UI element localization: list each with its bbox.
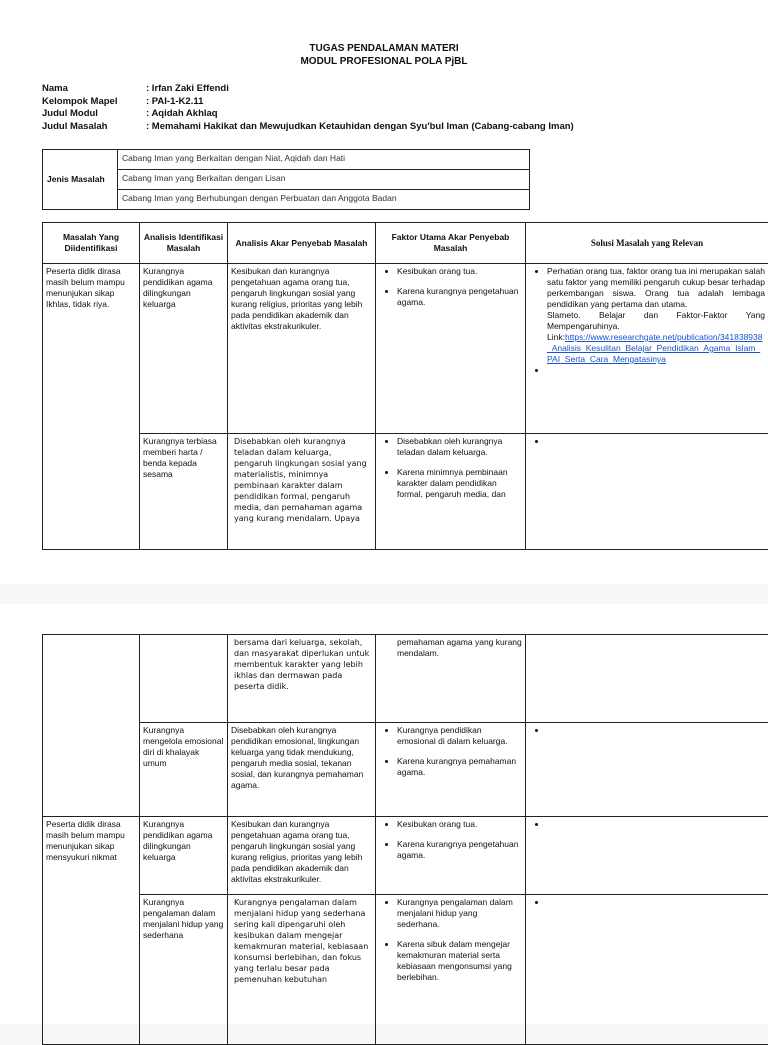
- doc-subtitle: MODUL PROFESIONAL POLA PjBL: [0, 55, 768, 68]
- faktor-cell: [376, 723, 526, 817]
- table-row: [43, 264, 768, 434]
- akar-cell: bersama dari keluarga, sekolah, dan masyarakat diperlukan untuk membentuk karakter yang lebih ikhlas dan dermawan pada peserta didik.: [228, 635, 376, 723]
- akar-cell: Disebabkan oleh kurangnya pendidikan emosional, lingkungan keluarga yang tidak mendukung, pengaruh media sosial, tekanan sosial, dan kurangnya pemahaman agama.: [228, 723, 376, 817]
- solusi-cell: [526, 817, 768, 895]
- analysis-table: [42, 222, 768, 550]
- meta-row-masalah: [42, 121, 574, 134]
- solusi-link[interactable]: https://www.researchgate.net/publication/341838938_Analisis_Kesulitan_Belajar_Pendidikan_Agama_Islam_PAI_Serta_Cara_Mengatasinya: [547, 332, 763, 364]
- masalah-cell-empty: [43, 635, 140, 817]
- empty-bullet: [547, 365, 765, 373]
- meta-row-kelompok: [42, 96, 574, 109]
- faktor-bullet: • Karena kurangnya pengetahuan agama.: [397, 286, 522, 308]
- meta-value: : Memahami Hakikat dan Mewujudkan Ketauhidan dengan Syu'bul Iman (Cabang-cabang Iman): [146, 121, 574, 134]
- meta-label: Judul Masalah: [42, 121, 146, 134]
- analisis-cell: Kurangnya pendidikan agama dilingkungan keluarga: [140, 817, 228, 895]
- akar-cell: Kesibukan dan kurangnya pengetahuan agama orang tua, pengaruh lingkungan sosial yang kurang religius, prioritas yang lebih pada pendidikan akademik dan aktivitas ekstrakurikuler.: [228, 264, 376, 434]
- meta-label: Judul Modul: [42, 108, 146, 121]
- empty-bullet: [547, 436, 765, 444]
- faktor-bullet: • Karena kurangnya pengetahuan agama.: [397, 839, 522, 861]
- faktor-bullet: • Kesibukan orang tua.: [397, 819, 522, 830]
- faktor-cell: [376, 817, 526, 895]
- jenis-masalah-table: [42, 149, 530, 210]
- akar-cell: Kesibukan dan kurangnya pengetahuan agama orang tua, pengaruh lingkungan sosial yang kurang religius, prioritas yang lebih pada pendidikan akademik dan aktivitas ekstrakurikuler.: [228, 817, 376, 895]
- analisis-cell: Kurangnya pendidikan agama dilingkungan keluarga: [140, 264, 228, 434]
- analisis-cell-empty: [140, 635, 228, 723]
- table-row: [43, 723, 768, 817]
- jenis-item: Cabang Iman yang Berkaitan dengan Niat, Aqidah dan Hati: [118, 150, 530, 170]
- header-masalah: Masalah Yang Diidentifikasi: [43, 223, 140, 264]
- faktor-cell: pemahaman agama yang kurang mendalam.: [376, 635, 526, 723]
- table-row: [43, 434, 768, 550]
- faktor-bullet: • Karena minimnya pembinaan karakter dalam pendidikan formal, pengaruh media, dan: [397, 467, 522, 500]
- header-akar: Analisis Akar Penyebab Masalah: [228, 223, 376, 264]
- empty-bullet: [547, 725, 765, 733]
- akar-cell: Disebabkan oleh kurangnya teladan dalam keluarga, pengaruh lingkungan sosial yang materialistis, minimnya pembinaan karakter dalam pendidikan formal, pengaruh media, dan pemahaman agama yang kurang mendalam. Upaya: [228, 434, 376, 550]
- meta-value: : PAI-1-K2.11: [146, 96, 203, 109]
- doc-title: TUGAS PENDALAMAN MATERI: [0, 42, 768, 55]
- faktor-bullet: • Kurangnya pengalaman dalam menjalani hidup yang sederhana.: [397, 897, 522, 930]
- akar-cell: Kurangnya pengalaman dalam menjalani hidup yang sederhana sering kali dipengaruhi oleh kesibukan dalam mengejar kemakmuran material, kebiasaan konsumsi berlebihan, dan fokus yang terlalu besar pada pemenuhan kebutuhan: [228, 895, 376, 1045]
- analisis-cell: Kurangnya pengalaman dalam menjalani hidup yang sederhana: [140, 895, 228, 1045]
- empty-bullet: [547, 897, 765, 905]
- meta-label: Nama: [42, 83, 146, 96]
- meta-value: : Irfan Zaki Effendi: [146, 83, 229, 96]
- analisis-cell: Kurangnya mengelola emosional diri di khalayak umum: [140, 723, 228, 817]
- masalah-cell: Peserta didik dirasa masih belum mampu menunjukan sikap Ikhlas, tidak riya.: [43, 264, 140, 550]
- solusi-bullet: [547, 266, 765, 365]
- faktor-cell: [376, 434, 526, 550]
- jenis-item: Cabang Iman yang Berkaitan dengan Lisan: [118, 170, 530, 190]
- faktor-bullet: • Karena kurangnya pemahaman agama.: [397, 756, 522, 778]
- meta-value: : Aqidah Akhlaq: [146, 108, 218, 121]
- faktor-bullet: • Kurangnya pendidikan emosional di dalam keluarga.: [397, 725, 522, 747]
- solusi-cell-empty: [526, 635, 768, 723]
- table-row: [43, 895, 768, 1045]
- solusi-cell: [526, 264, 768, 434]
- faktor-cell: [376, 264, 526, 434]
- faktor-bullet: • Karena sibuk dalam mengejar kemakmuran material serta kebiasaan mengonsumsi yang berlebihan.: [397, 939, 522, 983]
- solusi-ref: Slameto. Belajar dan Faktor-Faktor Yang Mempengaruhinya.: [547, 310, 765, 332]
- page-2: [0, 604, 768, 1024]
- table-row: [43, 817, 768, 895]
- solusi-cell: [526, 723, 768, 817]
- masalah-cell: Peserta didik dirasa masih belum mampu menunjukan sikap mensyukuri nikmat: [43, 817, 140, 1045]
- solusi-cell: [526, 895, 768, 1045]
- analysis-table-continued: [42, 634, 768, 1045]
- analisis-cell: Kurangnya terbiasa memberi harta / benda kepada sesama: [140, 434, 228, 550]
- faktor-bullet: • Kesibukan orang tua.: [397, 266, 522, 277]
- jenis-masalah-label: Jenis Masalah: [43, 150, 118, 210]
- meta-block: [42, 83, 574, 133]
- meta-row-modul: [42, 108, 574, 121]
- jenis-item: Cabang Iman yang Berhubungan dengan Perbuatan dan Anggota Badan: [118, 190, 530, 210]
- empty-bullet: [547, 819, 765, 827]
- meta-row-nama: [42, 83, 574, 96]
- solusi-text: • Perhatian orang tua, faktor orang tua ini merupakan salah satu faktor yang memiliki pengaruh cukup besar terhadap perkembangan siswa. Orang tua adalah lembaga pendidikan yang pertama dan utama.: [547, 266, 765, 310]
- faktor-bullet: • Disebabkan oleh kurangnya teladan dalam keluarga.: [397, 436, 522, 458]
- meta-label: Kelompok Mapel: [42, 96, 146, 109]
- header-analisis: Analisis Identifikasi Masalah: [140, 223, 228, 264]
- solusi-cell: [526, 434, 768, 550]
- table-row: [43, 635, 768, 723]
- solusi-link-line: [547, 332, 765, 365]
- faktor-cell: [376, 895, 526, 1045]
- header-row: [43, 223, 768, 264]
- solusi-link-prefix: Link:: [547, 332, 565, 342]
- header-faktor: Faktor Utama Akar Penyebab Masalah: [376, 223, 526, 264]
- header-solusi: Solusi Masalah yang Relevan: [526, 223, 768, 264]
